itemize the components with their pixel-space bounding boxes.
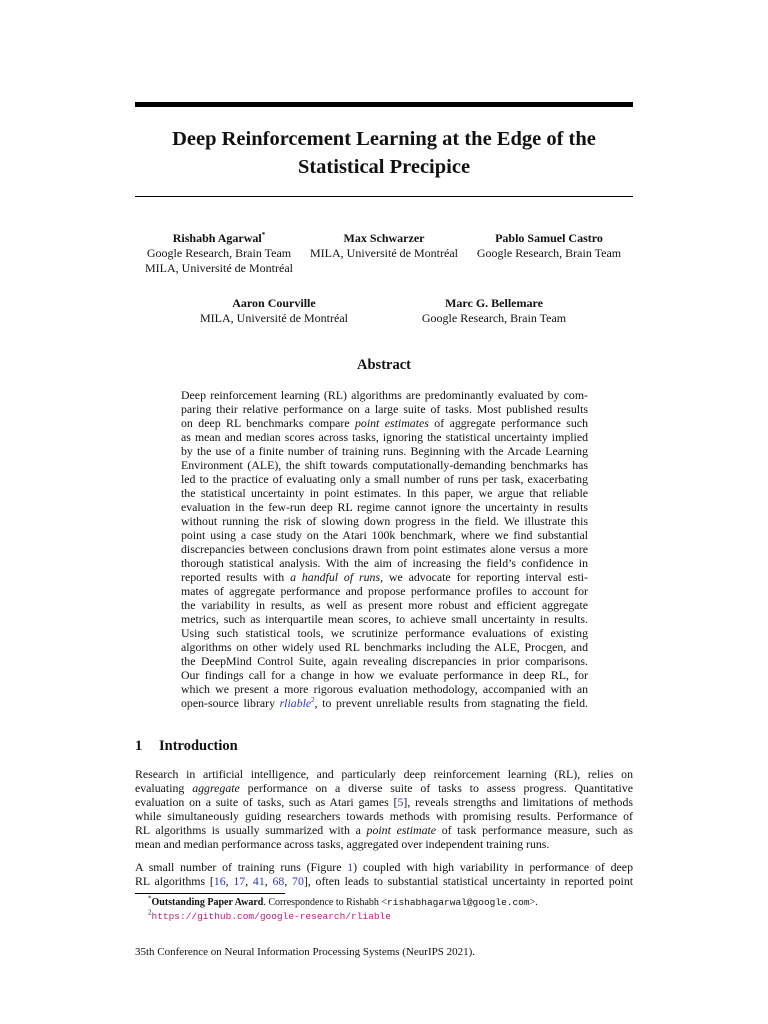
author-name: Marc G. Bellemare xyxy=(445,296,543,310)
figure-link[interactable]: 1 xyxy=(347,860,354,874)
citation-link[interactable]: 68 xyxy=(272,874,285,888)
body-line: RL algorithms [16, 17, 41, 68, 70], often leads to substantial statistical uncertainty in reported point xyxy=(135,874,634,888)
author-block xyxy=(470,231,628,261)
abstract-line: metrics, such as interquartile mean scores, to achieve small uncertainty in results. xyxy=(181,612,588,626)
abstract-line: point using a case study on the Atari 100k benchmark, where we find substantial xyxy=(181,528,588,542)
footnote-ref[interactable]: 2 xyxy=(311,696,315,705)
author-name: Max Schwarzer xyxy=(343,231,425,245)
citation-link[interactable]: 70 xyxy=(292,874,304,888)
intro-paragraph-2 xyxy=(135,860,633,888)
citation-link[interactable]: 41 xyxy=(252,874,265,888)
body-line: evaluation on a suite of tasks, such as Atari games [5], reveals strengths and limitations of methods xyxy=(135,795,633,809)
abstract-line: the statistical uncertainty in point estimates. In this paper, we argue that reliable xyxy=(181,486,588,500)
author-block xyxy=(305,231,463,261)
citation-link[interactable]: 5 xyxy=(397,795,404,809)
email-link[interactable]: rishabhagarwal@google.com xyxy=(387,897,530,908)
footnote-rule xyxy=(135,893,285,894)
abstract-line: on deep RL benchmarks compare point estimates of aggregate performance such xyxy=(181,416,588,430)
footnote-1: *Outstanding Paper Award. Correspondence to Rishabh <rishabhagarwal@google.com>. xyxy=(148,894,538,908)
abstract-line: without running the risk of slowing down progress in the field. We illustrate this xyxy=(181,514,588,528)
author-affiliation: MILA, Université de Montréal xyxy=(200,311,348,325)
abstract-line: evaluation in the few-run deep RL regime cannot ignore the uncertainty in results xyxy=(181,500,588,514)
abstract-line: Deep reinforcement learning (RL) algorithms are predominantly evaluated by com- xyxy=(181,388,588,402)
author-name: Rishabh Agarwal* xyxy=(172,231,266,245)
abstract-line: paring their relative performance on a large suite of tasks. Most published results xyxy=(181,402,588,416)
citation-link[interactable]: 17 xyxy=(233,874,246,888)
author-affiliation: MILA, Université de Montréal xyxy=(310,246,458,260)
body-line: while simultaneously guiding researchers towards methods with promising results. Performance of xyxy=(135,809,633,823)
author-name: Pablo Samuel Castro xyxy=(495,231,603,245)
abstract-line: by the use of a finite number of training runs. Beginning with the Arcade Learning xyxy=(181,444,588,458)
title-line-1: Deep Reinforcement Learning at the Edge of the xyxy=(172,128,596,150)
author-affiliation: Google Research, Brain Team xyxy=(421,311,567,325)
section-number: 1 xyxy=(135,738,143,754)
abstract-line: Environment (ALE), the shift towards computationally-demanding benchmarks has xyxy=(181,458,588,472)
abstract-line: led to the practice of evaluating only a small number of runs per task, exacerbating xyxy=(181,472,588,486)
abstract-line: Our findings call for a change in how we evaluate performance in deep RL, for xyxy=(181,668,588,682)
abstract-line: discrepancies between conclusions drawn from point estimates alone versus a more xyxy=(181,542,588,556)
abstract-line: thorough statistical analysis. With the aim of increasing the field’s confidence in xyxy=(181,556,588,570)
rliable-link[interactable]: rliable xyxy=(279,696,312,710)
abstract-line: reported results with a handful of runs, we advocate for reporting interval esti- xyxy=(181,570,588,584)
author-affiliation: MILA, Université de Montréal xyxy=(145,261,293,275)
abstract-line: the variability in results, as well as present more robust and efficient aggregate xyxy=(181,598,588,612)
body-line: RL algorithms is usually summarized with a point estimate of task performance measure, such as xyxy=(135,823,633,837)
author-affiliation: Google Research, Brain Team xyxy=(476,246,622,260)
body-line: A small number of training runs (Figure 1) coupled with high variability in performance of deep xyxy=(135,860,633,874)
author-affiliation: Google Research, Brain Team xyxy=(146,246,292,260)
title-top-rule xyxy=(135,102,633,107)
title-bottom-rule xyxy=(135,196,633,197)
section-title: Introduction xyxy=(159,738,238,754)
paper-title xyxy=(135,125,633,181)
abstract-line: which we present a more rigorous evaluation methodology, accompanied with an xyxy=(181,682,588,696)
author-block xyxy=(140,231,298,276)
author-name: Aaron Courville xyxy=(232,296,316,310)
conference-note: 35th Conference on Neural Information Processing Systems (NeurIPS 2021). xyxy=(135,946,476,958)
title-line-2: Statistical Precipice xyxy=(297,156,471,178)
citation-link[interactable]: 16 xyxy=(213,874,226,888)
abstract-line: as mean and median scores across tasks, ignoring the statistical uncertainty implied xyxy=(181,430,588,444)
github-url-link[interactable]: https://github.com/google-research/rliable xyxy=(151,911,391,922)
body-line: evaluating aggregate performance on a diverse suite of tasks to assess progress. Quantitative xyxy=(135,781,634,795)
abstract-line: open-source library rliable$^2$, to prevent unreliable results from stagnating the field. xyxy=(181,696,588,710)
abstract-body xyxy=(181,388,588,710)
abstract-line: the DeepMind Control Suite, again revealing discrepancies in prior comparisons. xyxy=(181,654,588,668)
intro-paragraph-1 xyxy=(135,767,633,851)
abstract-heading: Abstract xyxy=(357,357,411,373)
author-block xyxy=(410,296,578,326)
body-line: mean and median performance across tasks, aggregated over independent training runs. xyxy=(135,837,550,851)
abstract-line: mates of aggregate performance and propose performance profiles to account for xyxy=(181,584,588,598)
section-heading xyxy=(135,738,238,755)
footnote-2: $^2$https://github.com/google-research/rliable xyxy=(148,908,391,922)
abstract-line: Using such statistical tools, we scrutinize performance evaluations of existing xyxy=(181,626,588,640)
author-block xyxy=(190,296,358,326)
body-line: Research in artificial intelligence, and particularly deep reinforcement learning (RL), relies on xyxy=(135,767,633,781)
abstract-line: algorithms on other widely used RL benchmarks including the ALE, Procgen, and xyxy=(181,640,588,654)
